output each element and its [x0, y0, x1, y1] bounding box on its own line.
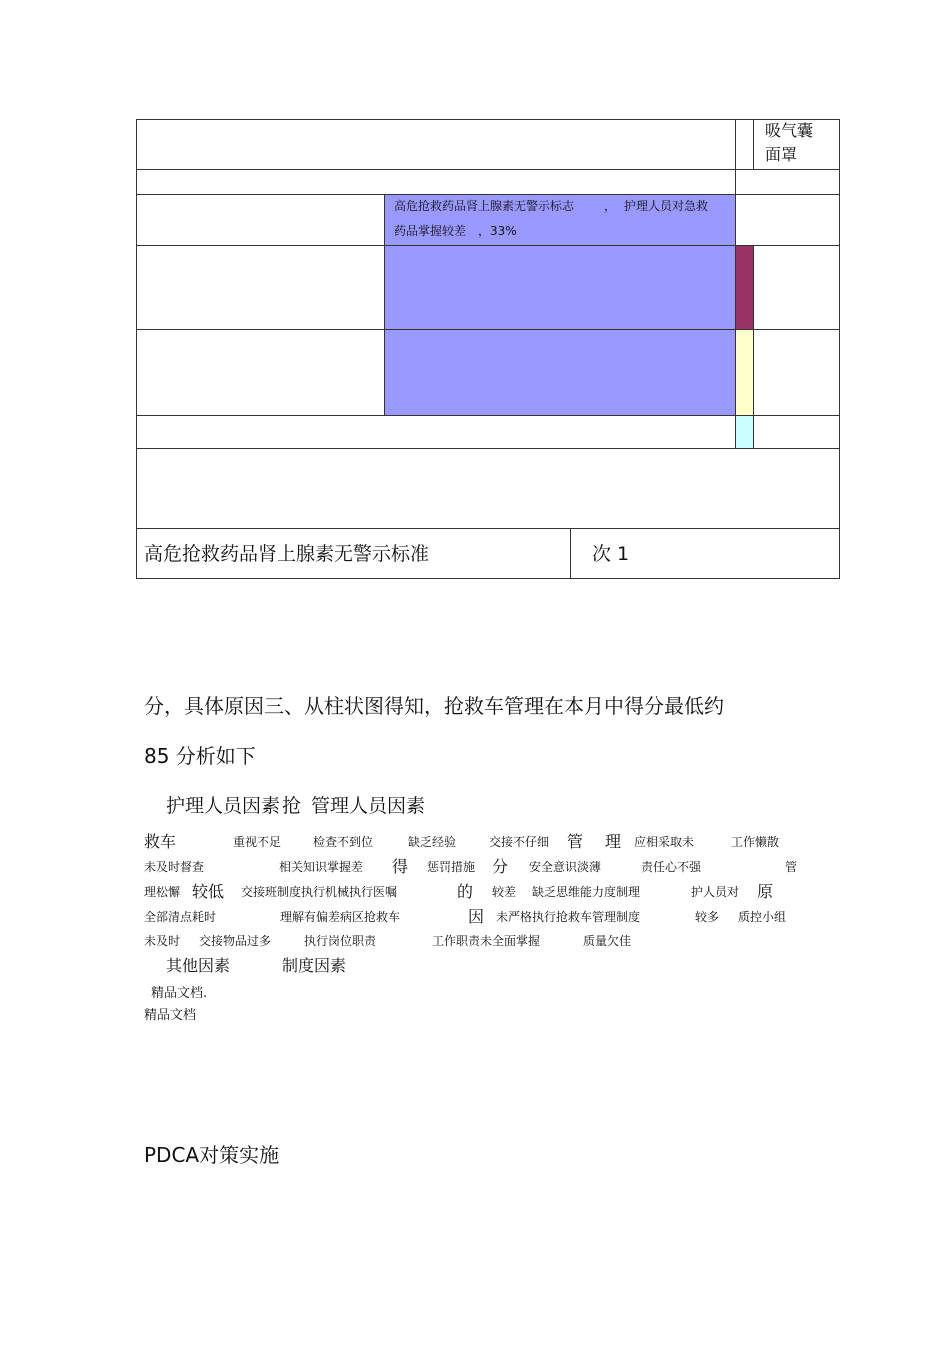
- table-top-right-label-1: 吸气囊: [765, 121, 814, 140]
- fishbone-text: 较差: [492, 885, 517, 899]
- fishbone-text: 应相采取未: [634, 835, 695, 849]
- fishbone-text: 未及时督查: [144, 860, 205, 874]
- table-border-left: [136, 119, 137, 579]
- fishbone-text: 相关知识掌握差: [279, 860, 364, 874]
- fishbone-text: 管: [785, 860, 798, 874]
- fishbone-text: 原: [757, 882, 774, 901]
- fishbone-text: 工作懒散: [731, 835, 780, 849]
- fishbone-text: 交接物品过多: [199, 934, 272, 948]
- fishbone-text: 未及时: [144, 934, 181, 948]
- fishbone-text: 护人员对: [691, 885, 740, 899]
- yellow-bar: [736, 330, 753, 415]
- fishbone-text: 理解有偏差病区抢救车: [280, 910, 401, 924]
- fishbone-text: 未严格执行抢救车管理制度: [496, 910, 641, 924]
- footer-text-2: 精品文档: [144, 1008, 197, 1023]
- fishbone-text: 重视不足: [233, 835, 282, 849]
- cyan-bar: [736, 416, 753, 448]
- blue-label-percent: ，33%: [478, 224, 517, 238]
- table-top-right-label-2: 面罩: [765, 145, 798, 164]
- table-bottom-left-label: 高危抢救药品肾上腺素无警示标准: [144, 543, 430, 565]
- fishbone-text: 工作职责未全面掌握: [432, 934, 541, 948]
- fishbone-text: 缺乏经验: [408, 835, 457, 849]
- heading-rescue-char: 抢: [282, 795, 302, 817]
- fishbone-text: 全部清点耗时: [144, 910, 217, 924]
- blue-label-1: 高危抢救药品肾上腺素无警示标志: [394, 199, 575, 213]
- fishbone-text: 质控小组: [738, 910, 787, 924]
- fishbone-text: 管: [567, 832, 584, 851]
- footer-text-1: 精品文档.: [151, 986, 208, 1001]
- blue-label-comma: ，: [604, 199, 617, 213]
- fishbone-text: 缺乏思维能力度制理: [532, 885, 641, 899]
- fishbone-text: 责任心不强: [641, 860, 702, 874]
- fishbone-text: 惩罚措施: [427, 860, 476, 874]
- fishbone-text: 理: [605, 832, 622, 851]
- fishbone-text: 分: [492, 857, 509, 876]
- table-border-bottom: [136, 578, 840, 579]
- fishbone-text: 理松懈: [144, 885, 181, 899]
- maroon-bar: [736, 246, 753, 329]
- fishbone-text: 交接班制度执行机械执行医嘱: [241, 885, 398, 899]
- blue-label-2: 护理人员对急救: [624, 199, 709, 213]
- fishbone-text: 检查不到位: [313, 835, 374, 849]
- fishbone-text: 执行岗位职责: [304, 934, 377, 948]
- paragraph-line-2: 85 分析如下: [144, 744, 256, 768]
- paragraph-line-1: 分，具体原因三、从柱状图得知，抢救车管理在本月中得分最低约: [144, 694, 724, 718]
- section-title: PDCA对策实施: [144, 1143, 280, 1167]
- fishbone-text: 救车: [144, 832, 177, 851]
- heading-nursing-factor: 护理人员因素: [166, 795, 281, 817]
- table-bottom-right-label: 次 1: [592, 543, 630, 565]
- fishbone-text: 因: [468, 907, 485, 926]
- fishbone-text: 质量欠佳: [583, 934, 632, 948]
- fishbone-text: 的: [457, 882, 474, 901]
- blue-bar-segment-1: [385, 245, 735, 329]
- blue-bar-segment-2: [385, 329, 735, 415]
- table-rule: [570, 528, 571, 579]
- table-rule: [735, 119, 736, 449]
- blue-label-3: 药品掌握较差: [394, 224, 467, 238]
- fishbone-text: 较低: [192, 882, 225, 901]
- table-rule: [753, 119, 754, 170]
- heading-other-factor: 其他因素: [166, 956, 231, 975]
- fishbone-text: 安全意识淡薄: [529, 860, 602, 874]
- table-rule: [753, 245, 754, 449]
- table-rule: [136, 528, 840, 529]
- fishbone-text: 交接不仔细: [489, 835, 550, 849]
- heading-system-factor: 制度因素: [282, 956, 347, 975]
- table-border-right: [839, 119, 840, 579]
- table-rule: [384, 194, 385, 416]
- fishbone-text: 较多: [695, 910, 720, 924]
- heading-manager-factor: 管理人员因素: [311, 795, 426, 817]
- fishbone-text: 得: [392, 857, 409, 876]
